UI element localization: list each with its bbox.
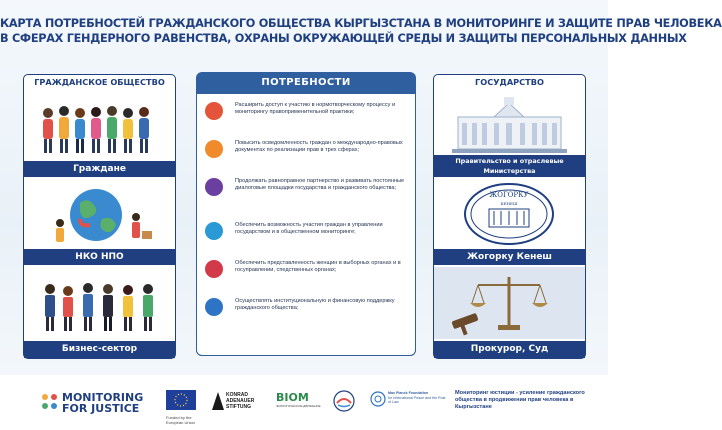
needs-list	[196, 94, 416, 356]
globe-volunteers-icon	[24, 179, 175, 249]
column-header: ГОСУДАРСТВО	[475, 77, 544, 87]
handshake-icon	[205, 140, 223, 158]
government-label: Правительство и отраслевые Министерства	[434, 155, 585, 177]
needs-header: ПОТРЕБНОСТИ	[261, 77, 351, 88]
need-text: Осуществлять институциональную и финансовую поддержку гражданского общества;	[235, 298, 395, 312]
partnership-icon	[205, 178, 223, 196]
partner-emblem	[333, 390, 355, 417]
kas-line-3: STIFTUNG	[226, 404, 251, 410]
column-header: ГРАЖДАНСКОЕ ОБЩЕСТВО	[34, 77, 165, 87]
parliament-seal-icon	[434, 179, 585, 249]
business-people-icon	[24, 267, 175, 339]
citizen-participation-icon	[205, 222, 223, 240]
max-planck-icon	[370, 391, 386, 407]
eu-flag-icon	[166, 390, 196, 410]
citizens-cell	[24, 91, 175, 177]
need-item	[205, 298, 409, 326]
mfj-line-2: FOR JUSTICE	[62, 402, 140, 415]
kas-mark-icon	[212, 392, 224, 410]
title-line-2: В СФЕРАХ ГЕНДЕРНОГО РАВЕНСТВА, ОХРАНЫ ОКРУЖАЮЩЕЙ СРЕДЫ И ЗАЩИТЫ ПЕРСОНАЛЬНЫХ ДАННЫХ	[0, 32, 687, 45]
page-title	[0, 16, 722, 46]
need-item	[205, 222, 409, 250]
need-text: Обеспечить возможность участия граждан в управлении государством и в общественном мониторинге;	[235, 222, 383, 236]
citizens-label: Граждане	[24, 161, 175, 177]
footer-logos	[0, 378, 608, 430]
government-building-icon	[434, 91, 585, 155]
needs-panel	[196, 72, 416, 356]
need-item	[205, 140, 409, 168]
biom-text: BIOM	[276, 391, 309, 404]
title-line-1: КАРТА ПОТРЕБНОСТЕЙ ГРАЖДАНСКОГО ОБЩЕСТВА КЫРГЫЗСТАНА В МОНИТОРИНГЕ И ЗАЩИТЕ ПРАВ ЧЕЛОВЕКА	[0, 17, 722, 30]
kas-line-1: KONRAD	[226, 392, 248, 398]
mfj-dots-icon	[40, 392, 60, 412]
need-text: Расширить доступ к участию в нормотворческому процессу и мониторингу правоприменительной практики;	[235, 102, 396, 116]
mfj-line-1: MONITORING	[62, 391, 144, 404]
citizens-group-icon	[24, 91, 175, 161]
justice-label: Прокурор, Суд	[434, 341, 585, 358]
woman-icon	[205, 260, 223, 278]
need-item	[205, 102, 409, 130]
need-item	[205, 260, 409, 288]
state-column	[433, 74, 586, 359]
parliament-cell	[434, 179, 585, 265]
ngo-cell	[24, 179, 175, 265]
eu-logo	[166, 390, 196, 425]
parliament-label: Жогорку Кенеш	[434, 249, 585, 265]
seal-subtext: КЕНЕШ	[500, 201, 518, 206]
need-text: Продолжать равноправное партнерство и развивать постоянные диалоговые площадки государства и гражданского общества;	[235, 178, 405, 192]
mpf-line-1: Max Planck Foundation	[388, 391, 429, 395]
institutional-support-icon	[205, 298, 223, 316]
project-description: Мониторинг юстиции - усиление гражданского общества в продвижении прав человека в Кыргызстане	[455, 390, 585, 411]
need-text: Повысить осведомленность граждан о международно-правовых документах по реализации прав в трех сферах;	[235, 140, 403, 154]
kas-line-2: ADENAUER	[226, 398, 255, 404]
need-item	[205, 178, 409, 210]
civil-society-column	[23, 74, 176, 359]
government-cell	[434, 91, 585, 177]
biom-sub: ЭКОЛОГИЧЕСКОЕ ДВИЖЕНИЕ	[276, 404, 321, 408]
emblem-icon	[333, 390, 355, 412]
mpf-line-2: for International Peace and the Rule of Law	[388, 395, 446, 405]
biom-logo	[276, 391, 324, 409]
need-text: Обеспечить представленность женщин в выборных органах и в госуправлении, спедственных органах;	[235, 260, 401, 274]
ngo-label: НКО НПО	[24, 249, 175, 265]
scales-gavel-icon	[434, 267, 585, 339]
business-cell	[24, 267, 175, 358]
eu-caption: Funded by the European Union	[166, 415, 195, 425]
justice-cell	[434, 267, 585, 358]
business-label: Бизнес-сектор	[24, 341, 175, 358]
seal-text: ЖОГОРКУ	[489, 191, 529, 199]
raised-hands-icon	[205, 102, 223, 120]
